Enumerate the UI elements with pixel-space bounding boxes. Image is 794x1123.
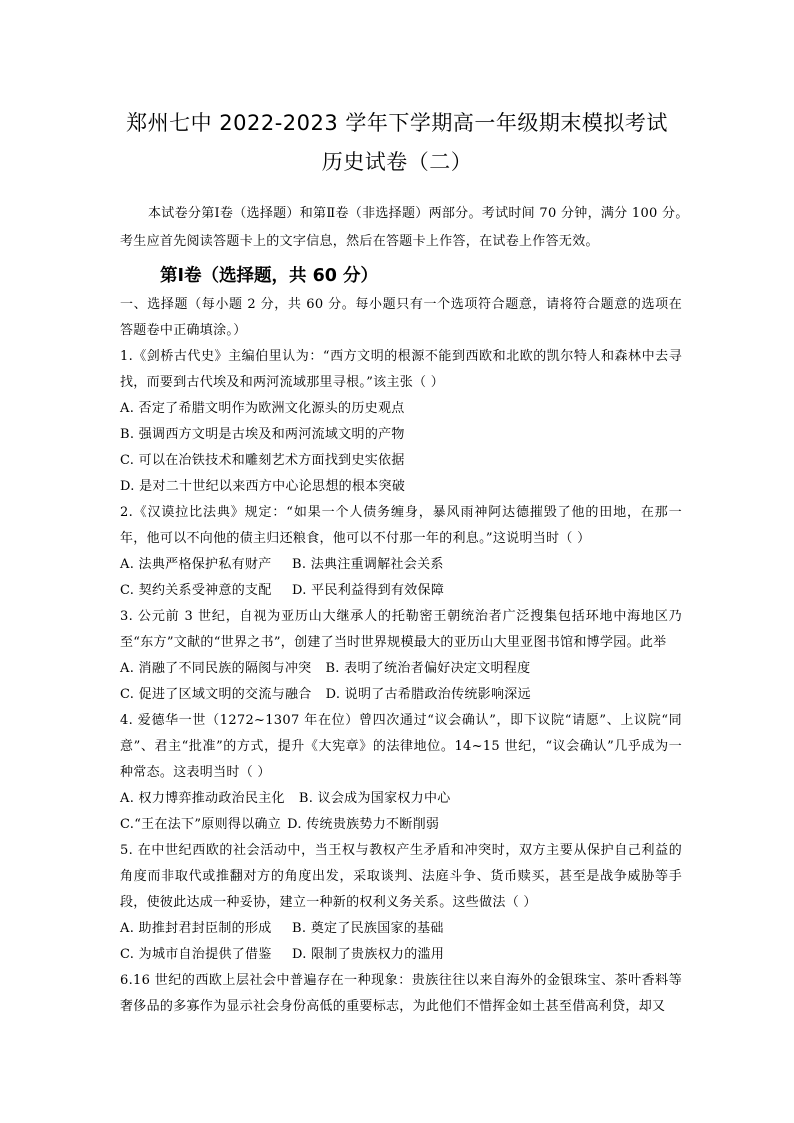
question-5-option-a: A. 助推封君封臣制的形成 (120, 921, 272, 936)
question-1-option-a: A. 否定了希腊文明作为欧洲文化源头的历史观点 (120, 401, 405, 416)
question-3-stem: 3. 公元前 3 世纪，自视为亚历山大继承人的托勒密王朝统治者广泛搜集包括环地中海地区乃至“东方”文献的“世界之书”，创建了当时世界规模最大的亚历山大里亚图书馆和博学园。此举 (120, 609, 682, 650)
question-5-option-b: B. 奠定了民族国家的基础 (292, 921, 444, 936)
question-5-option-c: C. 为城市自治提供了借鉴 (120, 947, 272, 962)
question-4-stem: 4. 爱德华一世（1272~1307 年在位）曾四次通过“议会确认”，即下议院“请愿”、上议院“同意”、君主“批准”的方式，提升《大宪章》的法律地位。14~15 世纪，“议会确认”几乎成为一种常态。这表明当时（ ） (120, 713, 682, 780)
question-area (120, 292, 682, 1020)
question-1-option-c: C. 可以在冶铁技术和雕刻艺术方面找到史实依据 (120, 453, 405, 468)
exam-title: 郑州七中 2022-2023 学年下学期高一年级期末模拟考试 (126, 111, 668, 135)
question-3-option-a: A. 消融了不同民族的隔阂与冲突 (120, 661, 312, 676)
question-4-option-c: C.“王在法下”原则得以确立 (120, 817, 282, 832)
question-4-option-b: B. 议会成为国家权力中心 (298, 791, 451, 806)
question-6-stem: 6.16 世纪的西欧上层社会中普遍存在一种现象：贵族往往以来自海外的金银珠宝、茶叶香料等奢侈品的多寡作为显示社会身份高低的重要标志，为此他们不惜挥金如土甚至借高利贷，却又 (120, 973, 682, 1014)
question-5-option-d: D. 限制了贵族权力的滥用 (292, 947, 445, 962)
exam-instructions: 本试卷分第Ⅰ卷（选择题）和第Ⅱ卷（非选择题）两部分。考试时间 70 分钟，满分 100 分。考生应首先阅读答题卡上的文字信息，然后在答题卡上作答，在试卷上作答无效。 (120, 206, 689, 249)
question-3-options-row-1 (120, 656, 682, 682)
exam-subtitle: 历史试卷（二） (321, 150, 473, 174)
question-4-options-row-1 (120, 786, 682, 812)
question-4-option-a: A. 权力博弈推动政治民主化 (120, 791, 285, 806)
question-2-options-row-2 (120, 578, 682, 604)
question-1-stem: 1.《剑桥古代史》主编伯里认为：“西方文明的根源不能到西欧和北欧的凯尔特人和森林中去寻找，而要到古代埃及和两河流域那里寻根。”该主张（ ） (120, 349, 682, 390)
question-1-option-d: D. 是对二十世纪以来西方中心论思想的根本突破 (120, 479, 406, 494)
question-4-option-d: D. 传统贵族势力不断削弱 (287, 817, 440, 832)
question-2-option-d: D. 平民利益得到有效保障 (292, 583, 445, 598)
question-3-option-b: B. 表明了统治者偏好决定文明程度 (325, 661, 531, 676)
question-5-options-row-2 (120, 942, 682, 968)
question-2-options-row-1 (120, 552, 682, 578)
question-2-option-a: A. 法典严格保护私有财产 (120, 557, 272, 572)
question-1-option-b: B. 强调西方文明是古埃及和两河流域文明的产物 (120, 427, 405, 442)
question-4-options-row-2 (120, 812, 682, 838)
question-5-stem: 5. 在中世纪西欧的社会活动中，当王权与教权产生矛盾和冲突时，双方主要从保护自己利益的角度而非取代或推翻对方的角度出发，采取谈判、法庭斗争、货币赎买，甚至是战争威胁等手段，使彼此达成一种妥协，建立一种新的权利义务关系。这些做法（ ） (120, 843, 682, 910)
section-instruction: 一、选择题（每小题 2 分，共 60 分。每小题只有一个选项符合题意，请将符合题意的选项在答题卷中正确填涂。） (120, 297, 682, 338)
question-2-option-c: C. 契约关系受神意的支配 (120, 583, 272, 598)
question-3-option-d: D. 说明了古希腊政治传统影响深远 (325, 687, 531, 702)
question-3-option-c: C. 促进了区域文明的交流与融合 (120, 687, 312, 702)
question-2-option-b: B. 法典注重调解社会关系 (292, 557, 444, 572)
question-3-options-row-2 (120, 682, 682, 708)
part-one-heading: 第Ⅰ卷（选择题，共 60 分） (160, 266, 379, 286)
question-5-options-row-1 (120, 916, 682, 942)
question-2-stem: 2.《汉谟拉比法典》规定：“如果一个人债务缠身，暴风雨神阿达德摧毁了他的田地，在那一年，他可以不向他的债主归还粮食，他可以不付那一年的利息。”这说明当时（ ） (120, 505, 682, 546)
